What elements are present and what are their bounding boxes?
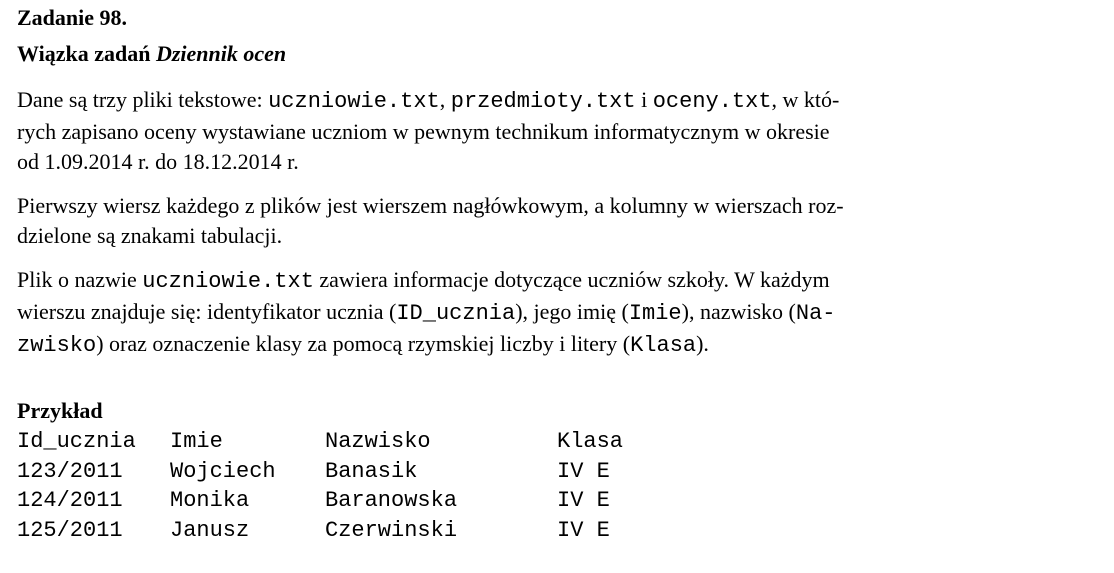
paragraph-line [17,297,1017,329]
header-paragraph [17,191,1017,251]
table-cell: 123/2011 [17,458,123,484]
column-header: Id_ucznia [17,429,136,454]
table-cell: 124/2011 [17,488,123,513]
paragraph-line [17,265,1017,297]
paragraph-line: od 1.09.2014 r. do 18.12.2014 r. [17,149,299,174]
filename-uczniowie: uczniowie.txt [142,269,314,294]
column-header: Klasa [557,429,624,454]
filename-oceny: oceny.txt [652,89,772,114]
field-klasa: Klasa [630,333,697,358]
table-row [17,457,1017,487]
text-segment: , [439,87,451,112]
text-segment: ) oraz oznaczenie klasy za pomocą rzymskiej liczby i litery ( [96,331,631,356]
field-imie: Imie [628,301,682,326]
field-nazwisko-part2: zwisko [17,333,97,358]
paragraph-line [17,329,1017,361]
column-header: Imie [170,429,223,454]
table-cell: Wojciech [170,458,276,484]
paragraph-line [17,85,1017,117]
example-table [17,427,1017,545]
filename-uczniowie: uczniowie.txt [268,89,440,114]
task-title: Zadanie 98. [17,5,128,30]
text-segment: ), jego imię ( [515,299,629,324]
table-cell: Banasik [325,458,418,484]
column-header: Nazwisko [325,429,431,454]
paragraph-line: dzielone są znakami tabulacji. [17,223,283,248]
table-header-row [17,427,1017,457]
table-cell: 125/2011 [17,517,123,543]
intro-paragraph [17,85,1017,177]
example-heading: Przykład [17,398,103,423]
field-nazwisko-part1: Na- [795,301,836,326]
table-cell: Monika [170,488,250,513]
students-file-paragraph [17,265,1017,361]
field-id-ucznia: ID_ucznia [396,301,516,326]
subtitle-italic: Dziennik ocen [155,41,287,66]
text-segment: Plik o nazwie [17,267,143,292]
table-cell: Janusz [170,517,250,543]
table-cell: Baranowska [325,488,458,513]
subtitle-prefix: Wiązka zadań [17,41,156,66]
paragraph-line: Pierwszy wiersz każdego z plików jest wierszem nagłówkowym, a kolumny w wierszach roz- [17,193,844,218]
document-page [17,4,1017,545]
text-segment: , w któ- [771,87,840,112]
table-cell: Czerwinski [325,517,458,543]
table-cell: IV E [557,488,610,513]
table-row [17,486,1017,516]
text-segment: zawiera informacje dotyczące uczniów szkoły. W każdym [313,267,830,292]
text-segment: Dane są trzy pliki tekstowe: [17,87,269,112]
task-subtitle [17,40,1017,68]
text-segment: ). [696,331,709,356]
text-segment: ), nazwisko ( [681,299,796,324]
text-segment: wierszu znajduje się: identyfikator ucznia ( [17,299,397,324]
table-cell: IV E [557,458,610,484]
text-segment: i [635,87,653,112]
table-row [17,516,1017,546]
filename-przedmioty: przedmioty.txt [450,89,636,114]
paragraph-line: rych zapisano oceny wystawiane uczniom w pewnym technikum informatycznym w okresie [17,119,830,144]
table-cell: IV E [557,517,610,543]
